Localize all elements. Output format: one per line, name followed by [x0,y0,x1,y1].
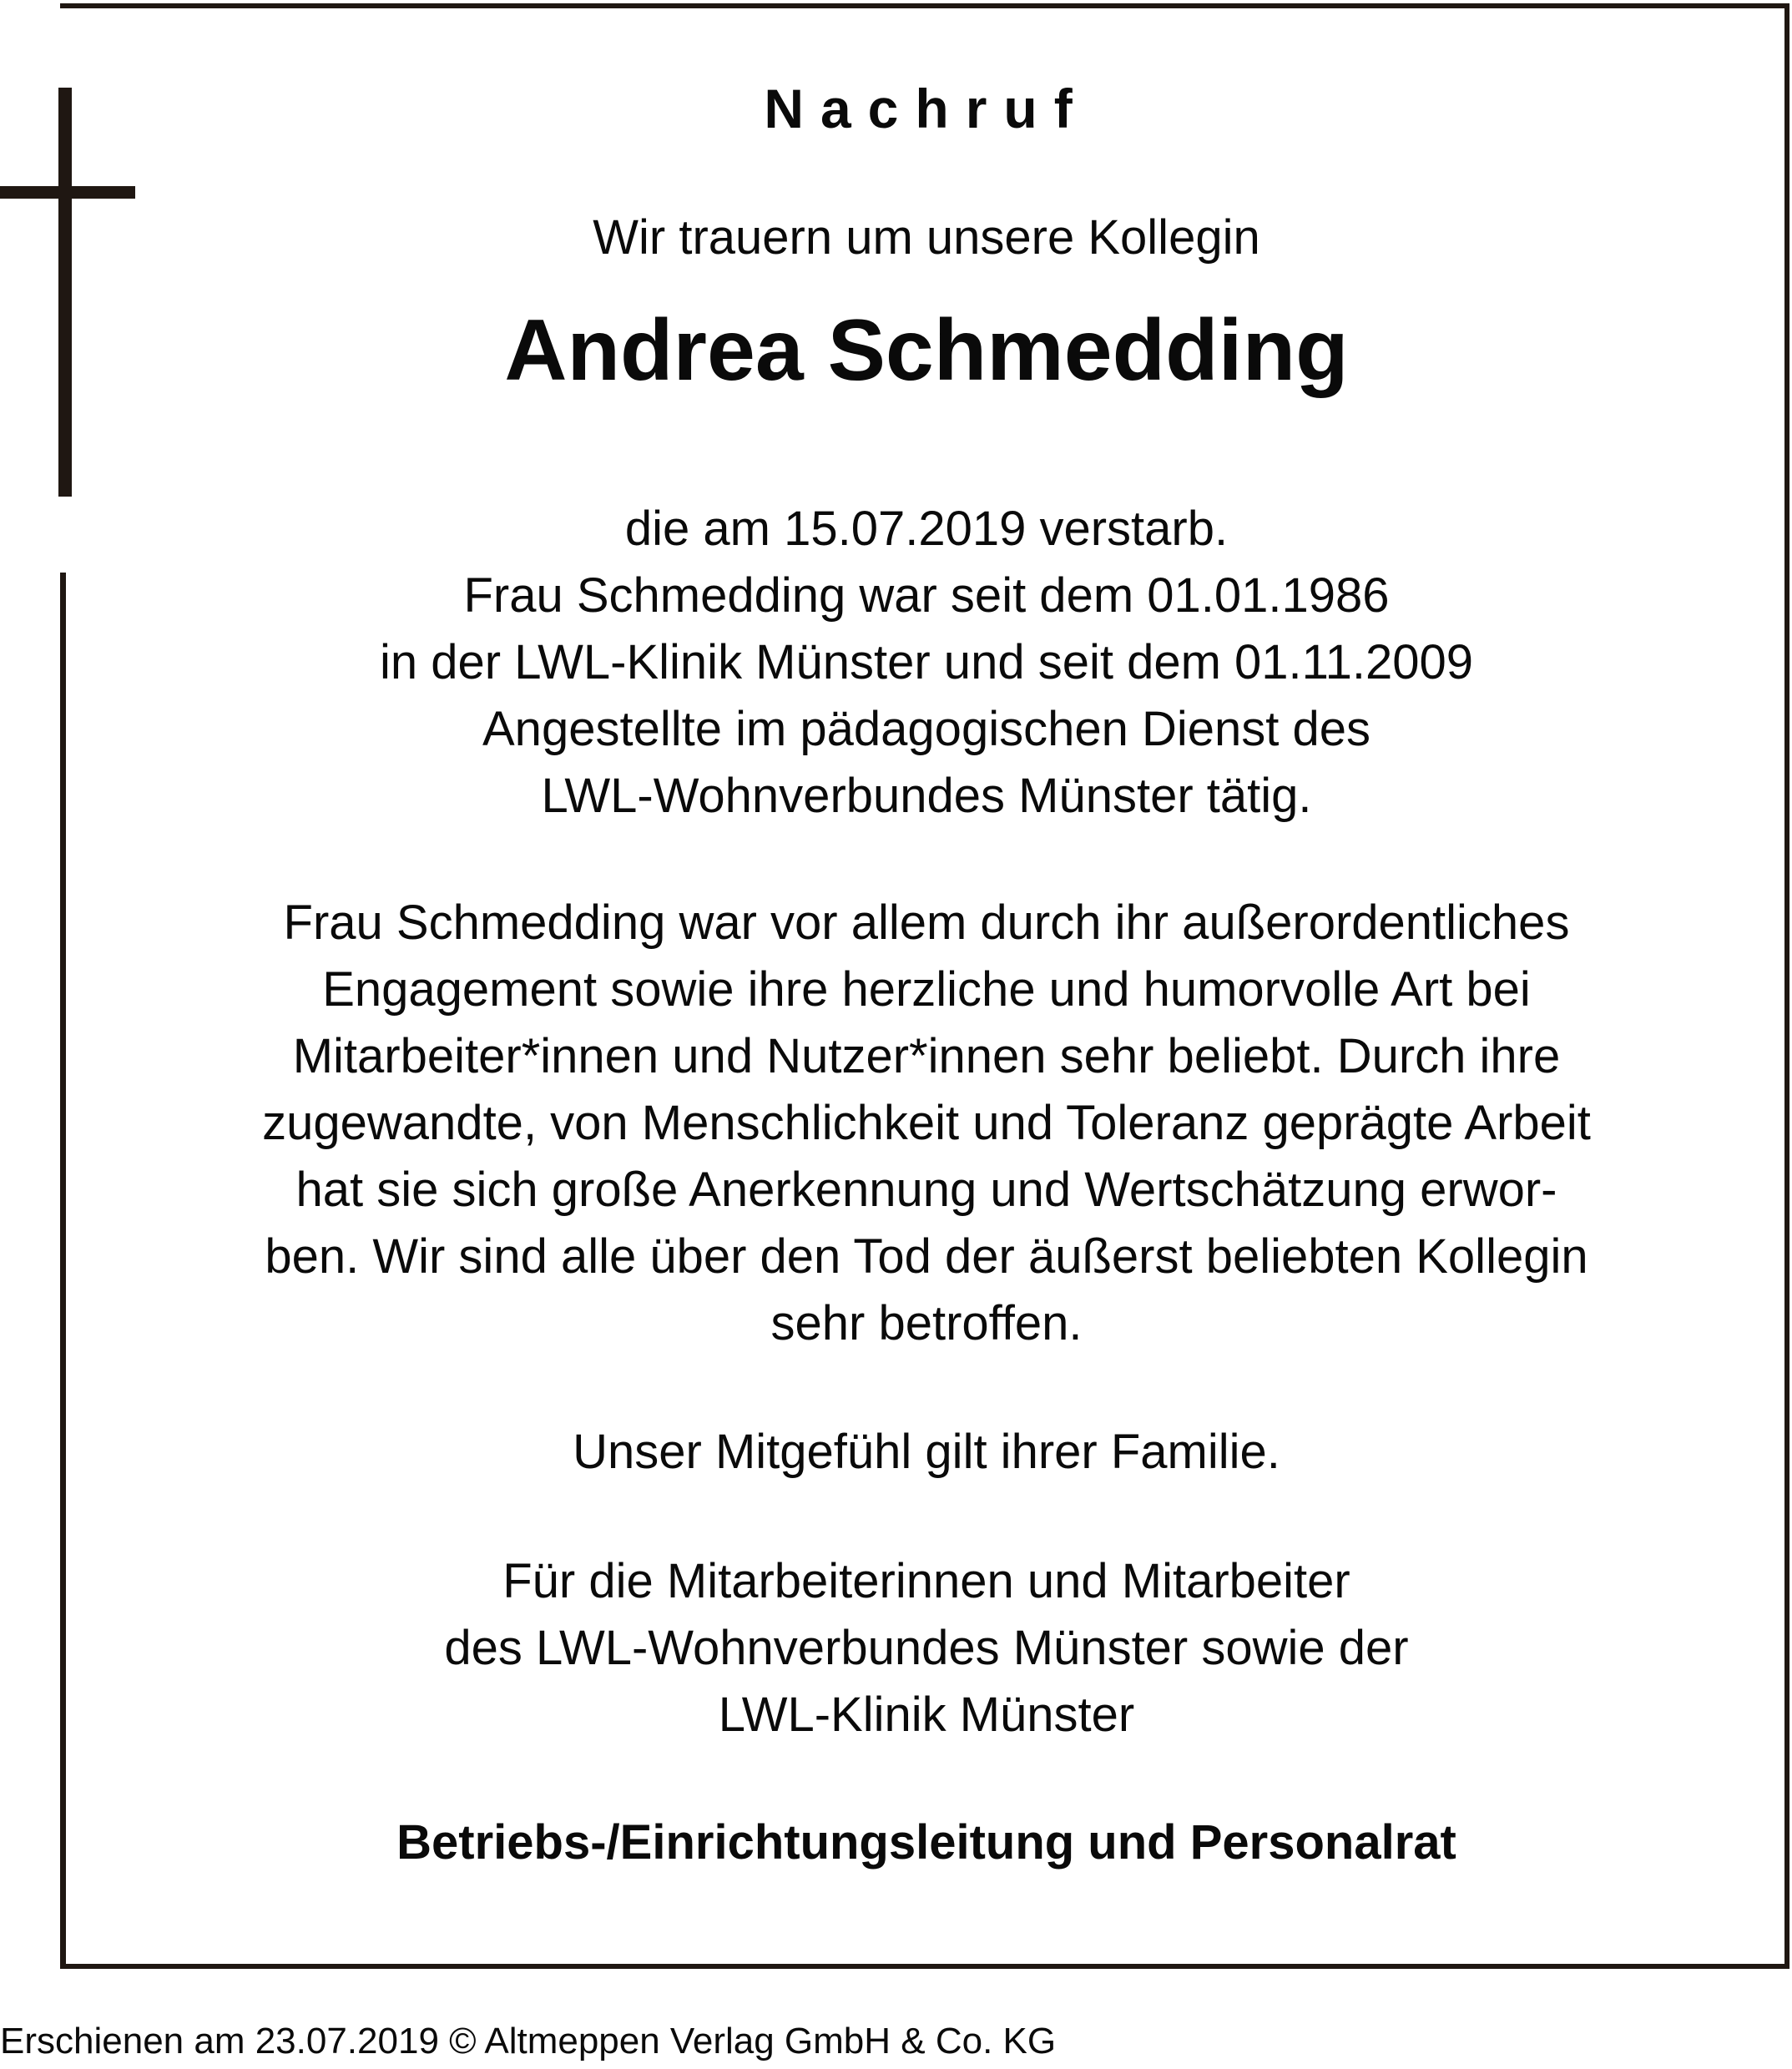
frame-left-border [60,573,66,1969]
paragraph-line: sehr betroffen. [770,1296,1083,1350]
paragraph-line: Unser Mitgefühl gilt ihrer Familie. [573,1425,1280,1479]
paragraph-line: Für die Mitarbeiterinnen und Mitarbeiter [502,1554,1350,1608]
publication-footer: Erschienen am 23.07.2019 © Altmeppen Verlag GmbH & Co. KG [0,2021,1057,2061]
paragraph-line: hat sie sich große Anerkennung und Wertschätzung erwor- [295,1163,1557,1217]
paragraph-line: ben. Wir sind alle über den Tod der äußerst beliebten Kollegin [265,1229,1588,1284]
paragraph-tribute [134,890,1719,1357]
frame-top-border [60,3,1789,8]
paragraph-line: zugewandte, von Menschlichkeit und Toleranz geprägte Arbeit [262,1096,1591,1150]
paragraph-line: die am 15.07.2019 verstarb. [624,502,1229,556]
paragraph-line: Engagement sowie ihre herzliche und humorvolle Art bei [322,962,1531,1017]
notice-intro: Wir trauern um unsere Kollegin [593,210,1260,265]
paragraph-condolence [134,1419,1719,1486]
paragraph-signatories [134,1548,1719,1749]
paragraph-line: LWL-Klinik Münster [718,1688,1135,1742]
paragraph-line: des LWL-Wohnverbundes Münster sowie der [444,1621,1409,1675]
paragraph-line: in der LWL-Klinik Münster und seit dem 01.11.2009 [380,635,1473,689]
deceased-name: Andrea Schmedding [504,302,1349,399]
paragraph-dates [134,496,1719,830]
paragraph-line: Frau Schmedding war vor allem durch ihr außerordentliches [283,896,1570,950]
paragraph-line: LWL-Wohnverbundes Münster tätig. [541,769,1312,823]
paragraph-line: Mitarbeiter*innen und Nutzer*innen sehr beliebt. Durch ihre [292,1029,1561,1083]
paragraph-line: Angestellte im pädagogischen Dienst des [482,702,1371,756]
closing-signature: Betriebs-/Einrichtungsleitung und Personalrat [396,1815,1456,1870]
notice-heading: Nachruf [764,78,1089,139]
frame-right-border [1784,3,1789,1969]
frame-bottom-border [60,1964,1789,1969]
paragraph-line: Frau Schmedding war seit dem 01.01.1986 [463,568,1390,623]
cross-horizontal-bar [0,186,135,199]
cross-vertical-bar [58,88,72,497]
